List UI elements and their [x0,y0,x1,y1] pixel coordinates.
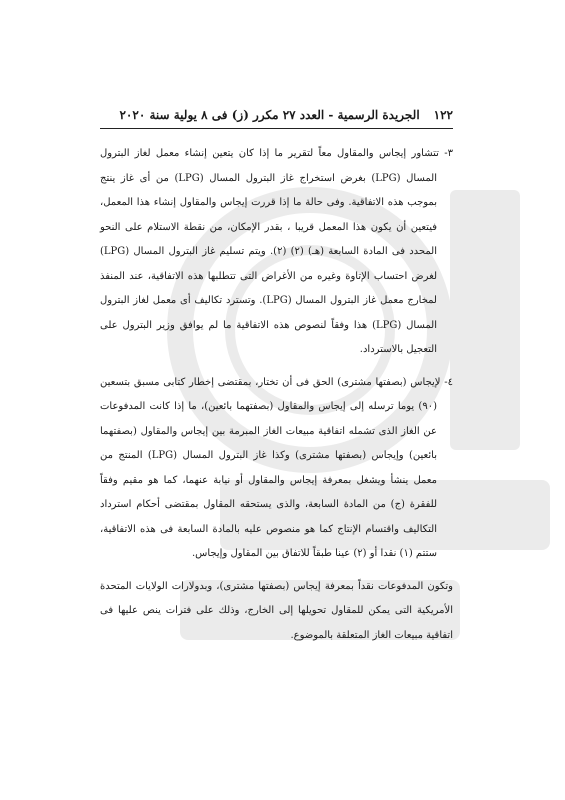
clause-4-paragraph: ٤- لإيجاس (بصفتها مشترى) الحق فى أن تختار، بمقتضى إخطار كتابى مسبق بتسعين (٩٠) يوما ترسله إلى إيجاس والمقاول (بصفتهما بائعين)، ما إذا كانت المدفوعات عن الغاز الذى تشمله اتفاقية مبيعات الغاز المبرمة بين إيجاس والمقاول (بصفتهما بائعين) وإيجاس (بصفتها مشترى) وكذا غاز البترول المسال (LPG) المنتج من معمل ينشأ ويشغل بمعرفة إيجاس والمقاول أو نيابة عنهما، كما هو مقيم وفقاً للفقرة (ج) من المادة السابعة، والذى يستحقه المقاول بمقتضى أحكام استرداد التكاليف واقتسام الإنتاج كما هو منصوص عليه بالمادة السابعة فى هذه الاتفاقية، ستتم (١) نقدا أو (٢) عينا طبقاً للاتفاق بين المقاول وإيجاس. [100,376,453,559]
clause-3-paragraph: ٣- تتشاور إيجاس والمقاول معاً لتقرير ما إذا كان يتعين إنشاء معمل لغاز البترول المسال (LPG) بغرض استخراج غاز البترول المسال (LPG) من أى غاز ينتج بموجب هذه الاتفاقية. وفى حالة ما إذا قررت إيجاس والمقاول إنشاء هذا المعمل، فيتعين أن يكون هذا المعمل قريبا ، بقدر الإمكان، من نقطة الاستلام على النحو المحدد فى المادة السابعة (هـ) (٢) (٢). ويتم تسليم غاز البترول المسال (LPG) لغرض احتساب الإتاوة وغيره من الأغراض التى تتطلبها هذه الاتفاقية، عند المنفذ لمخارج معمل غاز البترول المسال (LPG). وتسترد تكاليف أى معمل لغاز البترول المسال (LPG) هذا وفقاً لنصوص هذه الاتفاقية ما لم يوافق وزير البترول على التعجيل بالاسترداد. [100,148,453,355]
paragraph-gap [100,363,453,371]
clause-4-continuation-paragraph: وتكون المدفوعات نقداً بمعرفة إيجاس (بصفتها مشترى)، وبدولارات الولايات المتحدة الأمريكية التى يمكن للمقاول تحويلها إلى الخارج، وذلك على فترات ينص عليها فى اتفاقية مبيعات الغاز المتعلقة بالموضوع. [100,580,453,641]
header-title: الجريدة الرسمية - العدد ٢٧ مكرر (ز) فى ٨ يولية سنة ٢٠٢٠ [119,108,420,122]
page-header [100,104,453,126]
paragraph-gap [100,567,453,575]
header-divider [100,128,453,129]
document-body [100,142,453,648]
page-number: ١٢٢ [433,108,453,122]
